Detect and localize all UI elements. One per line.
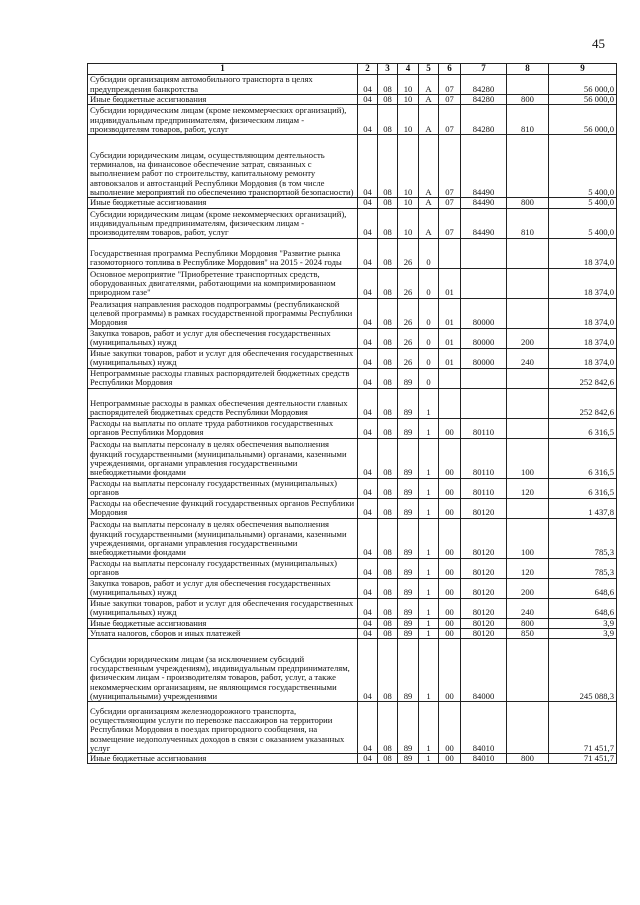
table-row <box>88 238 617 268</box>
code-subprogram: А <box>419 208 439 238</box>
table-row <box>88 368 617 388</box>
code-ministry: 04 <box>358 438 378 478</box>
column-header: 9 <box>549 64 617 75</box>
code-direction: 84280 <box>461 75 507 95</box>
code-subprogram: 0 <box>419 268 439 298</box>
table-row <box>88 198 617 208</box>
row-name: Иные закупки товаров, работ и услуг для обеспечения государственных (муниципальных) нужд <box>88 598 358 618</box>
code-activity: 07 <box>439 208 461 238</box>
code-program: 89 <box>398 388 419 418</box>
code-section: 08 <box>378 105 398 135</box>
code-section: 08 <box>378 518 398 558</box>
code-ministry: 04 <box>358 95 378 105</box>
code-program: 26 <box>398 238 419 268</box>
code-expense-type: 100 <box>507 518 549 558</box>
code-ministry: 04 <box>358 598 378 618</box>
column-header: 5 <box>419 64 439 75</box>
amount: 5 400,0 <box>549 135 617 198</box>
code-ministry: 04 <box>358 478 378 498</box>
table-body <box>88 75 617 764</box>
code-section: 08 <box>378 135 398 198</box>
code-ministry: 04 <box>358 618 378 628</box>
code-section: 08 <box>378 208 398 238</box>
table-row <box>88 598 617 618</box>
code-program: 10 <box>398 105 419 135</box>
column-header: 7 <box>461 64 507 75</box>
code-section: 08 <box>378 418 398 438</box>
code-ministry: 04 <box>358 268 378 298</box>
code-section: 08 <box>378 95 398 105</box>
table-row <box>88 478 617 498</box>
code-expense-type <box>507 268 549 298</box>
code-expense-type <box>507 639 549 702</box>
amount: 245 088,3 <box>549 639 617 702</box>
code-program: 89 <box>398 618 419 628</box>
table-row <box>88 348 617 368</box>
code-subprogram: 0 <box>419 298 439 328</box>
code-direction: 80000 <box>461 328 507 348</box>
code-section: 08 <box>378 628 398 638</box>
code-activity: 00 <box>439 558 461 578</box>
code-section: 08 <box>378 478 398 498</box>
amount: 56 000,0 <box>549 105 617 135</box>
code-section: 08 <box>378 238 398 268</box>
code-expense-type <box>507 498 549 518</box>
row-name: Иные бюджетные ассигнования <box>88 754 358 764</box>
code-expense-type <box>507 388 549 418</box>
code-subprogram: А <box>419 75 439 95</box>
amount: 5 400,0 <box>549 198 617 208</box>
code-ministry: 04 <box>358 518 378 558</box>
amount: 71 451,7 <box>549 754 617 764</box>
table-row <box>88 639 617 702</box>
code-activity: 01 <box>439 328 461 348</box>
code-program: 89 <box>398 438 419 478</box>
code-direction: 80120 <box>461 598 507 618</box>
code-section: 08 <box>378 368 398 388</box>
code-direction <box>461 368 507 388</box>
code-activity: 07 <box>439 95 461 105</box>
table-row <box>88 438 617 478</box>
code-expense-type <box>507 75 549 95</box>
amount: 18 374,0 <box>549 328 617 348</box>
row-name: Расходы на выплаты персоналу государственных (муниципальных) органов <box>88 478 358 498</box>
amount: 18 374,0 <box>549 348 617 368</box>
code-program: 89 <box>398 418 419 438</box>
code-ministry: 04 <box>358 348 378 368</box>
code-ministry: 04 <box>358 328 378 348</box>
amount: 18 374,0 <box>549 298 617 328</box>
code-program: 89 <box>398 478 419 498</box>
table-row <box>88 208 617 238</box>
code-activity: 00 <box>439 578 461 598</box>
code-direction: 84010 <box>461 702 507 754</box>
code-program: 89 <box>398 518 419 558</box>
table-row <box>88 518 617 558</box>
row-name: Расходы на выплаты персоналу государственных (муниципальных) органов <box>88 558 358 578</box>
row-name: Непрограммные расходы главных распорядителей бюджетных средств Республики Мордовия <box>88 368 358 388</box>
amount: 1 437,8 <box>549 498 617 518</box>
column-header: 3 <box>378 64 398 75</box>
code-direction: 80120 <box>461 558 507 578</box>
code-program: 89 <box>398 754 419 764</box>
code-subprogram: А <box>419 105 439 135</box>
code-direction: 80110 <box>461 478 507 498</box>
code-ministry: 04 <box>358 558 378 578</box>
code-program: 26 <box>398 348 419 368</box>
code-activity <box>439 388 461 418</box>
table-row <box>88 135 617 198</box>
code-section: 08 <box>378 578 398 598</box>
code-subprogram: 1 <box>419 518 439 558</box>
column-header: 2 <box>358 64 378 75</box>
row-name: Субсидии юридическим лицам (кроме некоммерческих организаций), индивидуальным предпринимателям, физическим лицам - производителям товаров, работ, услуг <box>88 105 358 135</box>
code-expense-type: 120 <box>507 478 549 498</box>
table-row <box>88 75 617 95</box>
code-program: 26 <box>398 298 419 328</box>
code-subprogram: 1 <box>419 388 439 418</box>
table-row <box>88 618 617 628</box>
column-header: 6 <box>439 64 461 75</box>
code-direction: 84490 <box>461 198 507 208</box>
code-direction: 80110 <box>461 418 507 438</box>
row-name: Иные бюджетные ассигнования <box>88 198 358 208</box>
code-subprogram: 1 <box>419 639 439 702</box>
code-direction: 80120 <box>461 518 507 558</box>
row-name: Субсидии юридическим лицам (за исключением субсидий государственным учреждениям), индивидуальным предпринимателям, физическим лицам - производителям товаров, работ, услуг, а также некоммерческим организациям, не являющимся государственными (муниципальными) учреждениями <box>88 639 358 702</box>
code-subprogram: 1 <box>419 618 439 628</box>
code-program: 89 <box>398 578 419 598</box>
row-name: Субсидии юридическим лицам, осуществляющим деятельность терминалов, на финансовое обеспечение затрат, связанных с выполнением работ по строительству, капитальному ремонту автовокзалов и автостанций Республики Мордовия (в том числе выполнение мероприятий по обеспечению транспортной безопасности) <box>88 135 358 198</box>
code-activity: 07 <box>439 198 461 208</box>
amount: 6 316,5 <box>549 438 617 478</box>
code-subprogram: 0 <box>419 348 439 368</box>
code-program: 89 <box>398 628 419 638</box>
code-program: 26 <box>398 328 419 348</box>
row-name: Расходы на обеспечение функций государственных органов Республики Мордовия <box>88 498 358 518</box>
code-subprogram: 0 <box>419 368 439 388</box>
code-activity: 00 <box>439 438 461 478</box>
code-activity: 00 <box>439 518 461 558</box>
code-subprogram: А <box>419 95 439 105</box>
code-activity: 00 <box>439 702 461 754</box>
table-row <box>88 388 617 418</box>
row-name: Основное мероприятие "Приобретение транспортных средств, оборудованных двигателями, работающими на компримированном природном газе" <box>88 268 358 298</box>
code-direction: 80000 <box>461 348 507 368</box>
code-section: 08 <box>378 754 398 764</box>
amount: 6 316,5 <box>549 478 617 498</box>
code-ministry: 04 <box>358 368 378 388</box>
code-expense-type: 810 <box>507 208 549 238</box>
table-row <box>88 268 617 298</box>
amount: 56 000,0 <box>549 95 617 105</box>
code-expense-type: 240 <box>507 348 549 368</box>
row-name: Закупка товаров, работ и услуг для обеспечения государственных (муниципальных) нужд <box>88 328 358 348</box>
code-section: 08 <box>378 198 398 208</box>
code-activity: 00 <box>439 618 461 628</box>
code-program: 10 <box>398 75 419 95</box>
code-direction <box>461 388 507 418</box>
amount: 5 400,0 <box>549 208 617 238</box>
code-section: 08 <box>378 298 398 328</box>
code-ministry: 04 <box>358 208 378 238</box>
code-subprogram: 1 <box>419 754 439 764</box>
code-expense-type: 120 <box>507 558 549 578</box>
code-program: 26 <box>398 268 419 298</box>
code-direction: 84490 <box>461 208 507 238</box>
code-ministry: 04 <box>358 238 378 268</box>
code-direction: 84010 <box>461 754 507 764</box>
code-expense-type: 850 <box>507 628 549 638</box>
code-direction: 80000 <box>461 298 507 328</box>
code-activity: 07 <box>439 75 461 95</box>
code-expense-type <box>507 238 549 268</box>
table-row <box>88 702 617 754</box>
budget-table <box>87 63 617 764</box>
code-ministry: 04 <box>358 105 378 135</box>
code-ministry: 04 <box>358 628 378 638</box>
code-ministry: 04 <box>358 388 378 418</box>
code-activity: 07 <box>439 105 461 135</box>
code-section: 08 <box>378 268 398 298</box>
code-expense-type: 800 <box>507 198 549 208</box>
code-direction: 84490 <box>461 135 507 198</box>
amount: 18 374,0 <box>549 268 617 298</box>
code-expense-type: 100 <box>507 438 549 478</box>
code-activity: 01 <box>439 298 461 328</box>
code-program: 10 <box>398 135 419 198</box>
code-subprogram: 1 <box>419 578 439 598</box>
row-name: Закупка товаров, работ и услуг для обеспечения государственных (муниципальных) нужд <box>88 578 358 598</box>
code-direction: 80120 <box>461 578 507 598</box>
code-direction: 84000 <box>461 639 507 702</box>
table-row <box>88 418 617 438</box>
code-activity: 01 <box>439 348 461 368</box>
code-activity <box>439 368 461 388</box>
code-activity: 00 <box>439 754 461 764</box>
code-program: 89 <box>398 598 419 618</box>
amount: 6 316,5 <box>549 418 617 438</box>
amount: 648,6 <box>549 578 617 598</box>
code-expense-type <box>507 418 549 438</box>
amount: 3,9 <box>549 628 617 638</box>
row-name: Уплата налогов, сборов и иных платежей <box>88 628 358 638</box>
code-section: 08 <box>378 438 398 478</box>
code-subprogram: 1 <box>419 628 439 638</box>
code-expense-type: 240 <box>507 598 549 618</box>
row-name: Субсидии юридическим лицам (кроме некоммерческих организаций), индивидуальным предпринимателям, физическим лицам - производителям товаров, работ, услуг <box>88 208 358 238</box>
code-program: 89 <box>398 558 419 578</box>
page-number: 45 <box>592 36 605 51</box>
row-name: Государственная программа Республики Мордовия "Развитие рынка газомоторного топлива в Республике Мордовия" на 2015 - 2024 годы <box>88 238 358 268</box>
row-name: Реализация направления расходов подпрограммы (республиканской целевой программы) в рамках государственной программы Республики Мордовия <box>88 298 358 328</box>
row-name: Непрограммные расходы в рамках обеспечения деятельности главных распорядителей бюджетных средств Республики Мордовия <box>88 388 358 418</box>
code-direction: 84280 <box>461 95 507 105</box>
code-subprogram: 1 <box>419 598 439 618</box>
code-section: 08 <box>378 618 398 628</box>
code-expense-type: 810 <box>507 105 549 135</box>
table-row <box>88 578 617 598</box>
code-direction: 80110 <box>461 438 507 478</box>
code-subprogram: А <box>419 135 439 198</box>
table-row <box>88 328 617 348</box>
code-activity: 01 <box>439 268 461 298</box>
code-activity: 07 <box>439 135 461 198</box>
amount: 785,3 <box>549 518 617 558</box>
code-subprogram: 1 <box>419 418 439 438</box>
row-name: Иные бюджетные ассигнования <box>88 618 358 628</box>
code-section: 08 <box>378 639 398 702</box>
code-ministry: 04 <box>358 418 378 438</box>
column-header: 4 <box>398 64 419 75</box>
code-program: 10 <box>398 208 419 238</box>
table-row <box>88 754 617 764</box>
code-program: 89 <box>398 702 419 754</box>
row-name: Расходы на выплаты персоналу в целях обеспечения выполнения функций государственными (муниципальными) органами, казенными учреждениями, органами управления государственными внебюджетными фондами <box>88 438 358 478</box>
table-row <box>88 558 617 578</box>
row-name: Субсидии организациям автомобильного транспорта в целях предупреждения банкротства <box>88 75 358 95</box>
code-ministry: 04 <box>358 498 378 518</box>
code-ministry: 04 <box>358 639 378 702</box>
amount: 56 000,0 <box>549 75 617 95</box>
code-expense-type: 200 <box>507 578 549 598</box>
table-row <box>88 105 617 135</box>
code-expense-type <box>507 702 549 754</box>
table-header-row <box>88 64 617 75</box>
code-direction: 80120 <box>461 628 507 638</box>
table-row <box>88 95 617 105</box>
code-activity <box>439 238 461 268</box>
code-subprogram: 1 <box>419 702 439 754</box>
table-row <box>88 628 617 638</box>
code-activity: 00 <box>439 498 461 518</box>
code-ministry: 04 <box>358 198 378 208</box>
code-program: 89 <box>398 368 419 388</box>
code-section: 08 <box>378 328 398 348</box>
code-subprogram: 0 <box>419 328 439 348</box>
code-section: 08 <box>378 75 398 95</box>
code-section: 08 <box>378 702 398 754</box>
code-activity: 00 <box>439 628 461 638</box>
code-direction: 80120 <box>461 498 507 518</box>
amount: 71 451,7 <box>549 702 617 754</box>
code-expense-type: 800 <box>507 754 549 764</box>
code-subprogram: А <box>419 198 439 208</box>
code-expense-type <box>507 368 549 388</box>
code-expense-type: 200 <box>507 328 549 348</box>
amount: 252 842,6 <box>549 388 617 418</box>
code-expense-type: 800 <box>507 95 549 105</box>
code-subprogram: 1 <box>419 498 439 518</box>
code-subprogram: 1 <box>419 478 439 498</box>
code-direction: 84280 <box>461 105 507 135</box>
amount: 648,6 <box>549 598 617 618</box>
code-expense-type <box>507 135 549 198</box>
row-name: Иные бюджетные ассигнования <box>88 95 358 105</box>
code-section: 08 <box>378 348 398 368</box>
code-program: 89 <box>398 639 419 702</box>
code-ministry: 04 <box>358 135 378 198</box>
code-ministry: 04 <box>358 298 378 328</box>
code-ministry: 04 <box>358 578 378 598</box>
code-direction: 80120 <box>461 618 507 628</box>
amount: 18 374,0 <box>549 238 617 268</box>
code-section: 08 <box>378 498 398 518</box>
code-program: 10 <box>398 95 419 105</box>
column-header: 8 <box>507 64 549 75</box>
code-section: 08 <box>378 388 398 418</box>
code-activity: 00 <box>439 598 461 618</box>
code-direction <box>461 238 507 268</box>
code-activity: 00 <box>439 478 461 498</box>
code-ministry: 04 <box>358 75 378 95</box>
code-program: 10 <box>398 198 419 208</box>
code-activity: 00 <box>439 418 461 438</box>
code-ministry: 04 <box>358 754 378 764</box>
code-section: 08 <box>378 558 398 578</box>
amount: 3,9 <box>549 618 617 628</box>
row-name: Иные закупки товаров, работ и услуг для обеспечения государственных (муниципальных) нужд <box>88 348 358 368</box>
code-direction <box>461 268 507 298</box>
code-expense-type <box>507 298 549 328</box>
amount: 785,3 <box>549 558 617 578</box>
table-row <box>88 498 617 518</box>
amount: 252 842,6 <box>549 368 617 388</box>
table-row <box>88 298 617 328</box>
code-ministry: 04 <box>358 702 378 754</box>
row-name: Расходы на выплаты по оплате труда работников государственных органов Республики Мордовия <box>88 418 358 438</box>
code-subprogram: 0 <box>419 238 439 268</box>
code-program: 89 <box>398 498 419 518</box>
row-name: Расходы на выплаты персоналу в целях обеспечения выполнения функций государственными (муниципальными) органами, казенными учреждениями, органами управления государственными внебюджетными фондами <box>88 518 358 558</box>
column-header: 1 <box>88 64 358 75</box>
code-subprogram: 1 <box>419 438 439 478</box>
code-section: 08 <box>378 598 398 618</box>
code-activity: 00 <box>439 639 461 702</box>
code-expense-type: 800 <box>507 618 549 628</box>
row-name: Субсидии организациям железнодорожного транспорта, осуществляющим услуги по перевозке пассажиров на территории Республики Мордовия в поездах пригородного сообщения, на возмещение недополученных доходов в связи с оказанием указанных услуг <box>88 702 358 754</box>
code-subprogram: 1 <box>419 558 439 578</box>
